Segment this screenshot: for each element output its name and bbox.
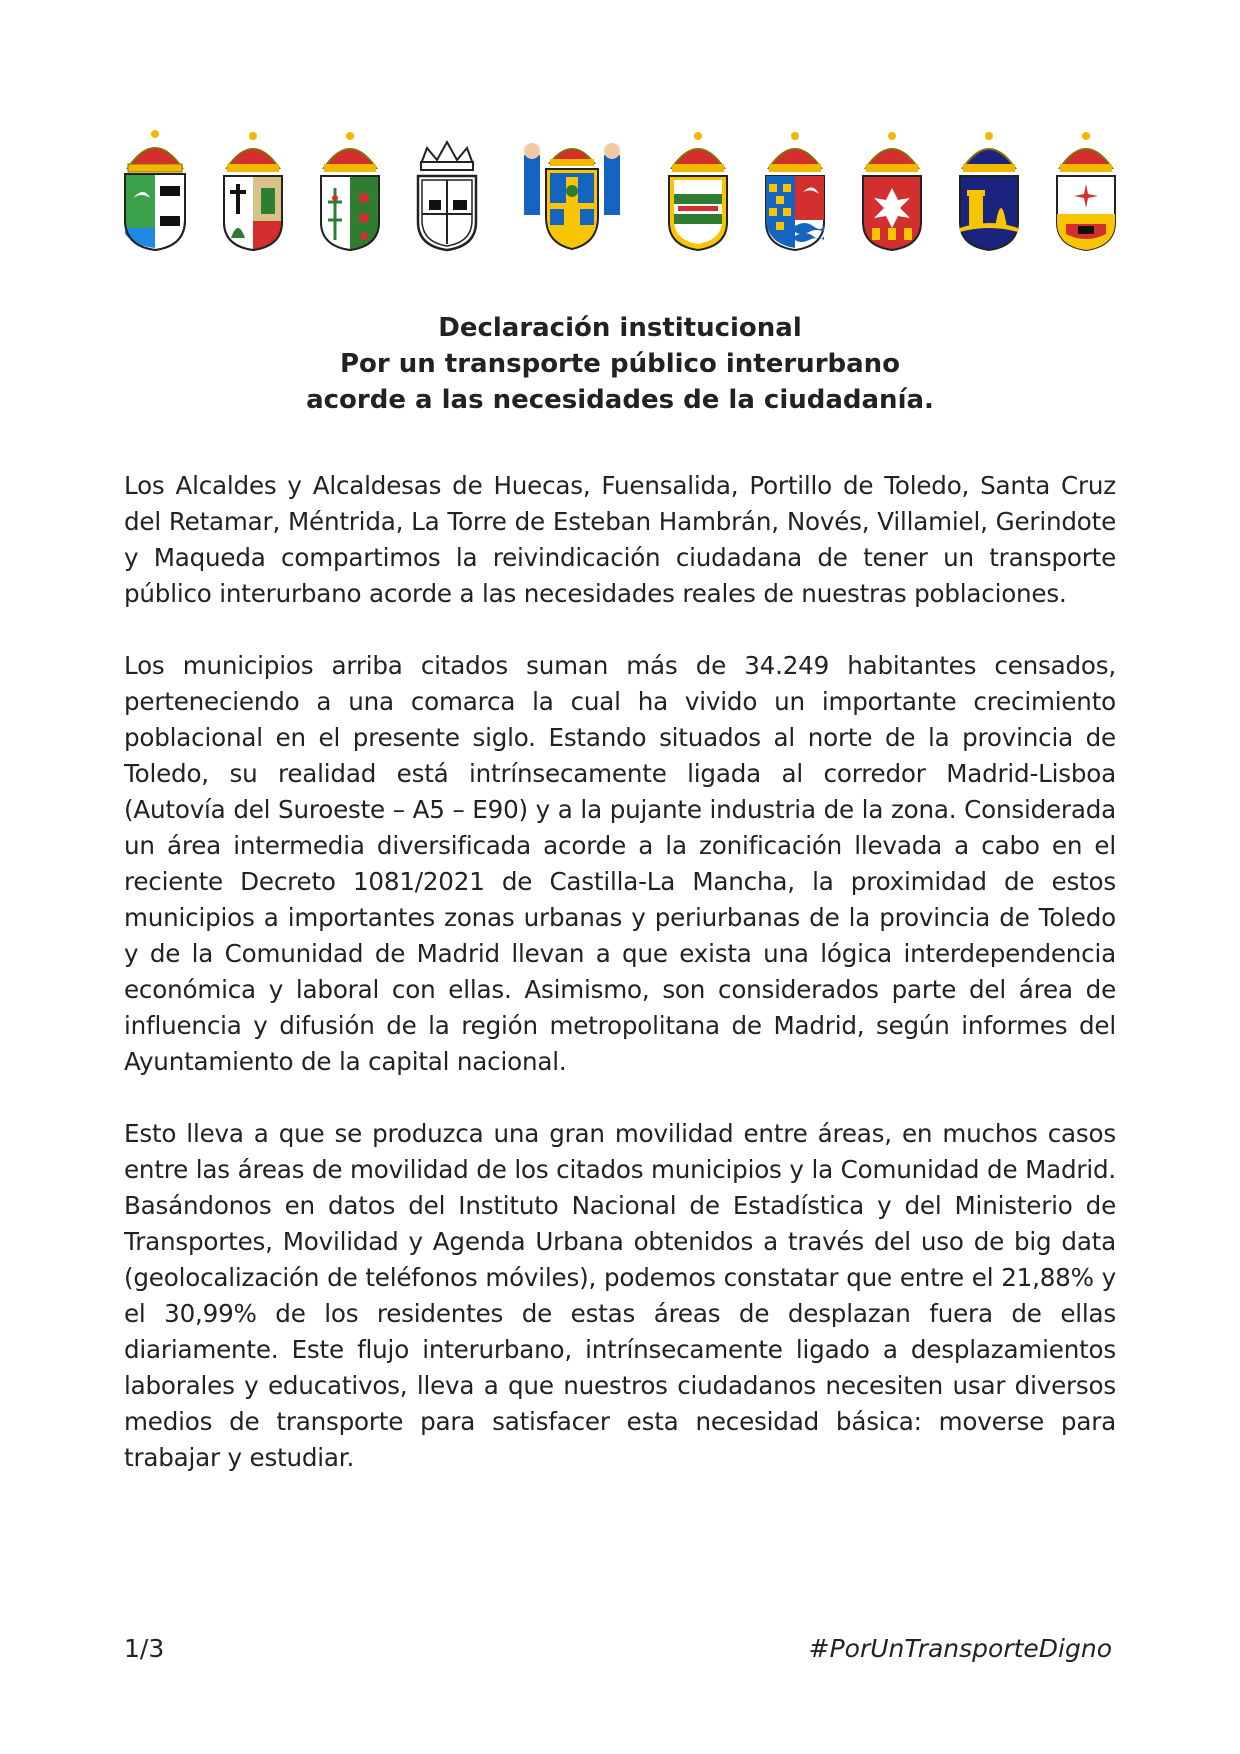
crown xyxy=(128,130,182,172)
crest-portillo-icon xyxy=(316,128,384,252)
paragraph-1: Los Alcaldes y Alcaldesas de Huecas, Fuensalida, Portillo de Toledo, Santa Cruz del Retamar, Méntrida, La Torre de Esteban Hambrán, Novés, Villamiel, Gerindote y Maqueda compartimos la reivindicación ciudadana de tener un transporte público interurbano acorde a las necesidades reales de nuestras poblaciones. xyxy=(124,471,1116,608)
paragraph-2: Los municipios arriba citados suman más de 34.249 habitantes censados, perteneciendo a una comarca la cual ha vivido un importante crecimiento poblacional en el presente siglo. Estando situados al norte de la provincia de Toledo, su realidad está intrínsecamente ligada al corredor Madrid-Lisboa (Autovía del Suroeste – A5 – E90) y a la pujante industria de la zona. Considerada un área intermedia diversificada acorde a la zonificación llevada a cabo en el reciente Decreto 1081/2021 de Castilla-La Mancha, la proximidad de estos municipios a importantes zonas urbanas y periurbanas de la provincia de Toledo y de la Comunidad de Madrid llevan a que exista una lógica interdependencia económica y laboral con ellas. Asimismo, son considerados parte del área de influencia y difusión de la región metropolitana de Madrid, según informes del Ayuntamiento de la capital nacional. xyxy=(124,651,1116,1076)
document-title xyxy=(120,310,1120,418)
crest-torre-esteban-icon xyxy=(664,128,732,252)
page-footer xyxy=(124,1634,1112,1663)
crest-maqueda-icon xyxy=(1052,128,1120,252)
paragraph-3: Esto lleva a que se produzca una gran movilidad entre áreas, en muchos casos entre las áreas de movilidad de los citados municipios y la Comunidad de Madrid. Basándonos en datos del Instituto Nacional de Estadística y del Ministerio de Transportes, Movilidad y Agenda Urbana obtenidos a través del uso de big data (geolocalización de teléfonos móviles), podemos constatar que entre el 21,88% y el 30,99% de los residentes de estas áreas de desplazan fuera de ellas diariamente. Este flujo interurbano, intrínsecamente ligado a desplazamientos laborales y educativos, lleva a que nuestros ciudadanos necesiten usar diversos medios de transporte para satisfacer esta necesidad básica: moverse para trabajar y estudiar. xyxy=(124,1119,1116,1472)
crest-gerindote-icon xyxy=(955,128,1023,252)
crest-villamiel-icon xyxy=(858,128,926,252)
municipal-crests-row xyxy=(120,120,1120,260)
document-body xyxy=(124,468,1116,1512)
crest-huecas-icon xyxy=(120,128,190,252)
title-line-1: Declaración institucional xyxy=(438,313,802,343)
crest-fuensalida-icon xyxy=(219,128,287,252)
crest-noves-icon xyxy=(761,128,829,252)
title-line-2: Por un transporte público interurbano xyxy=(339,349,901,379)
hashtag: #PorUnTransporteDigno xyxy=(808,1634,1112,1663)
crest-santa-cruz-icon xyxy=(413,128,481,252)
crest-mentrida-icon xyxy=(510,125,634,255)
page-number: 1/3 xyxy=(124,1634,165,1663)
title-line-3: acorde a las necesidades de la ciudadanía. xyxy=(306,385,934,415)
